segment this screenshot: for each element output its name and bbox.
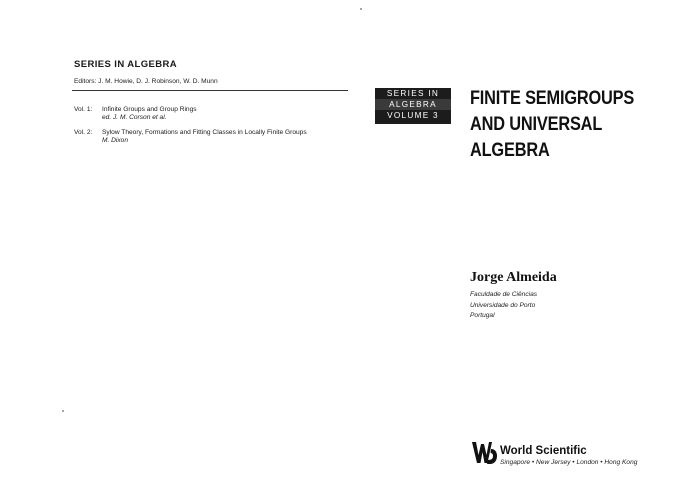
badge-line: ALGEBRA <box>375 99 451 110</box>
author-affiliation <box>470 290 537 322</box>
series-divider <box>72 90 348 91</box>
volume-editor: M. Dixon <box>102 137 129 145</box>
volume-number: Vol. 2: <box>74 129 93 136</box>
series-badge <box>375 88 451 124</box>
volume-title: Sylow Theory, Formations and Fitting Classes in Locally Finite Groups <box>102 129 307 136</box>
series-editors: Editors: J. M. Howie, D. J. Robinson, W. D. Munn <box>74 78 218 85</box>
scan-speck <box>62 410 64 412</box>
world-scientific-logo-icon <box>470 439 498 467</box>
scan-speck <box>360 8 362 10</box>
book-title-line: AND UNIVERSAL <box>470 114 603 135</box>
volume-editor: ed. J. M. Corson et al. <box>102 114 167 122</box>
affiliation-line: Portugal <box>470 312 495 319</box>
badge-line: SERIES IN <box>386 89 440 98</box>
book-title-line: ALGEBRA <box>470 140 550 161</box>
badge-line: VOLUME 3 <box>387 111 439 120</box>
author-name: Jorge Almeida <box>470 270 557 285</box>
book-title-line: FINITE SEMIGROUPS <box>470 88 635 109</box>
affiliation-line: Universidade do Porto <box>470 301 536 309</box>
volume-title: Infinite Groups and Group Rings <box>102 106 197 113</box>
publisher-cities: Singapore • New Jersey • London • Hong Kong <box>500 459 638 466</box>
volume-number: Vol. 1: <box>74 106 93 113</box>
affiliation-line: Faculdade de Ciências <box>470 291 538 298</box>
publisher-name: World Scientific <box>500 445 587 457</box>
book-title <box>470 86 664 164</box>
series-title: SERIES IN ALGEBRA <box>74 59 178 70</box>
